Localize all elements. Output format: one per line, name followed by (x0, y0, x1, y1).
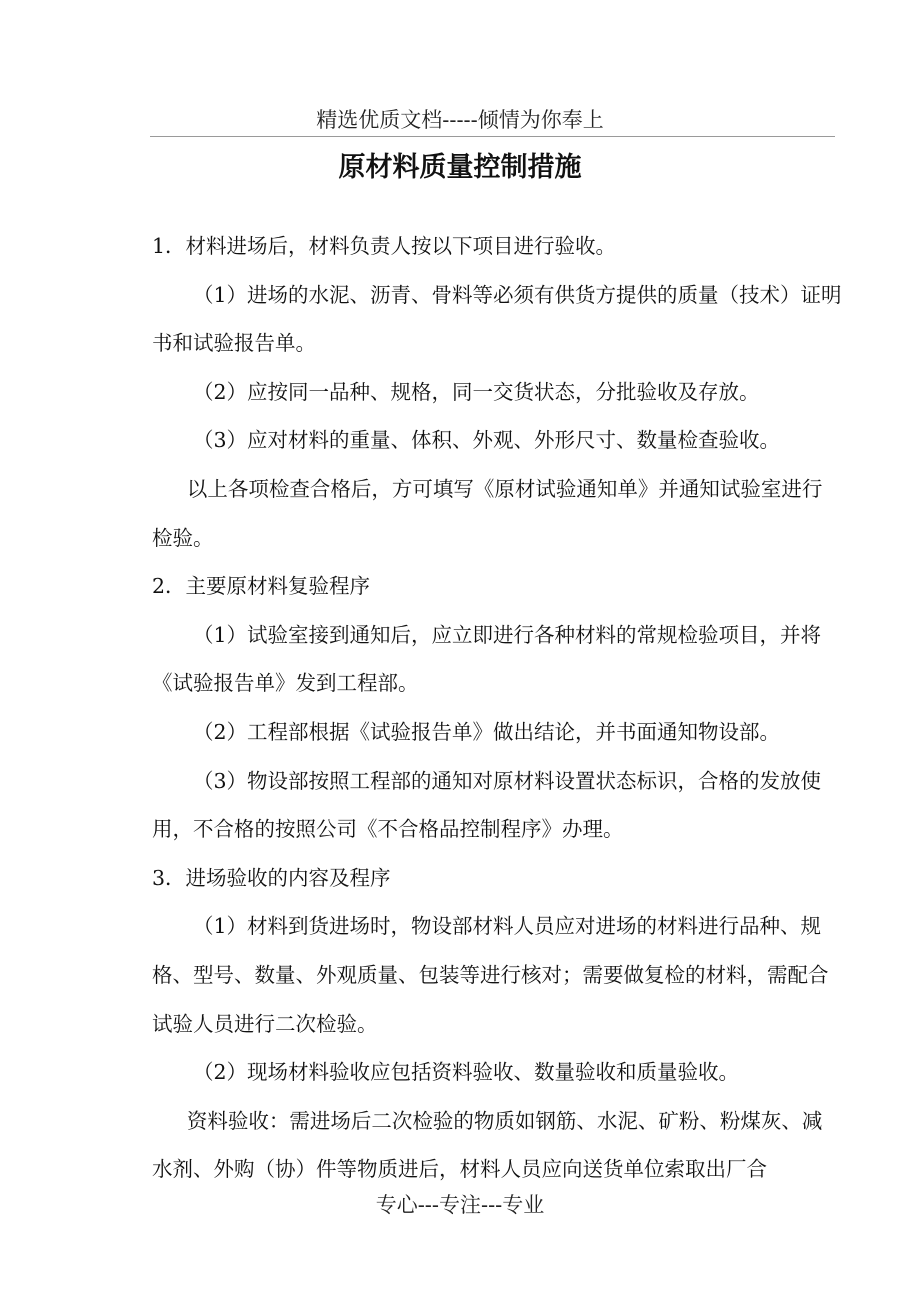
paragraph: （3）应对材料的重量、体积、外观、外形尺寸、数量检查验收。 (193, 428, 781, 453)
section-heading: 1．材料进场后，材料负责人按以下项目进行验收。 (152, 234, 617, 258)
paragraph: （2）工程部根据《试验报告单》做出结论，并书面通知物设部。 (193, 719, 781, 744)
document-title: 原材料质量控制措施 (338, 152, 582, 183)
paragraph: 资料验收：需进场后二次检验的物质如钢筋、水泥、矿粉、粉煤灰、减水剂、外购（协）件等物质进后，材料人员应向送货单位索取出厂合 (152, 1108, 823, 1182)
header-divider (150, 136, 835, 137)
page-header: 精选优质文档-----倾情为你奉上 (316, 108, 604, 132)
paragraph: （1）进场的水泥、沥青、骨料等必须有供货方提供的质量（技术）证明书和试验报告单。 (152, 282, 842, 356)
document-body (152, 222, 842, 1194)
paragraph: （2）应按同一品种、规格，同一交货状态，分批验收及存放。 (193, 379, 760, 404)
paragraph: 以上各项检查合格后，方可填写《原材试验通知单》并通知试验室进行检验。 (152, 476, 823, 550)
page-footer: 专心---专注---专业 (375, 1193, 545, 1217)
paragraph: （1）材料到货进场时，物设部材料人员应对进场的材料进行品种、规格、型号、数量、外观质量、包装等进行核对；需要做复检的材料，需配合试验人员进行二次检验。 (152, 914, 829, 1036)
paragraph: （2）现场材料验收应包括资料验收、数量验收和质量验收。 (193, 1060, 740, 1085)
section-heading: 2．主要原材料复验程序 (152, 574, 371, 599)
section-heading: 3．进场验收的内容及程序 (152, 865, 391, 890)
paragraph: （1）试验室接到通知后，应立即进行各种材料的常规检验项目，并将《试验报告单》发到工程部。 (152, 622, 822, 696)
paragraph: （3）物设部按照工程部的通知对原材料设置状态标识，合格的发放使用，不合格的按照公司《不合格品控制程序》办理。 (152, 768, 822, 842)
